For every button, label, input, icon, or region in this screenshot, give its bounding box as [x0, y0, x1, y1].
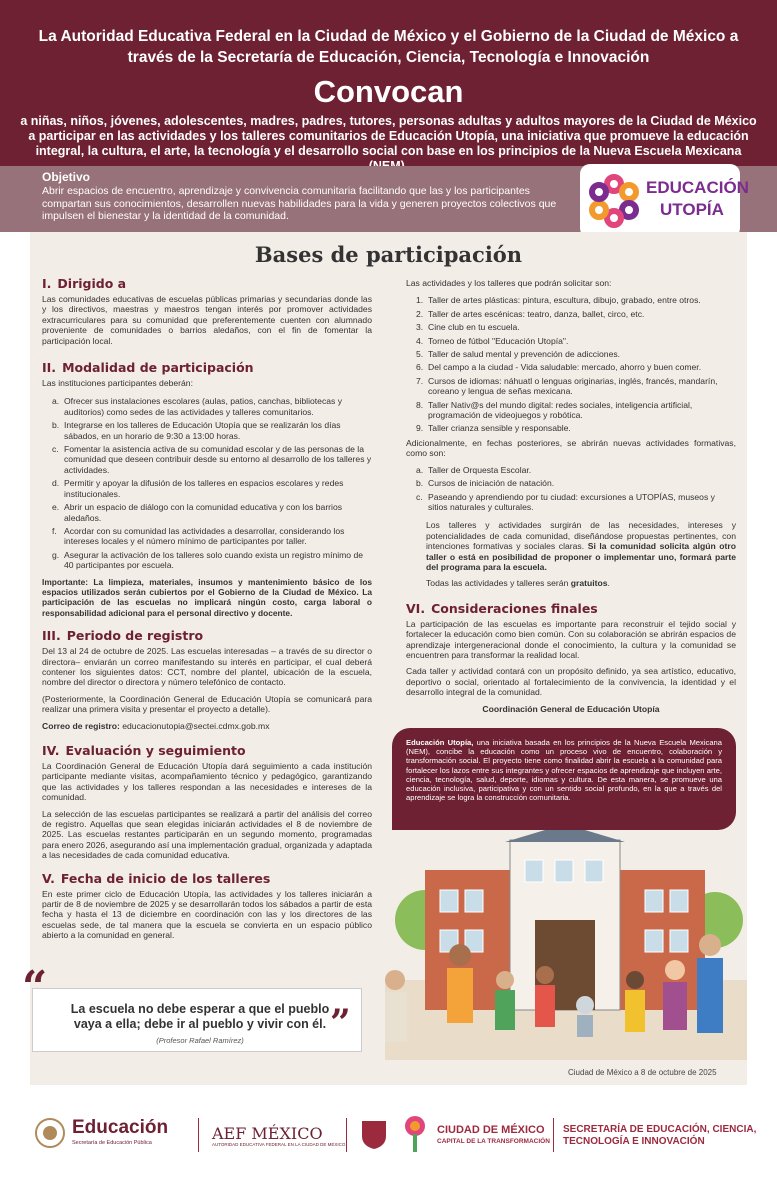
- list-item: d. Permitir y apoyar la difusión de los talleres en espacios escolares y redes institucionales.: [52, 478, 344, 499]
- header: [0, 0, 777, 166]
- list-item: 2. Taller de artes escénicas: teatro, danza, ballet, circo, etc.: [416, 308, 645, 319]
- section-4-text: La Coordinación General de Educación Utopía dará seguimiento a cada institución participante mediante visitas, acompañamiento técnico y pedagógico, garantizando que las actividades y los talleres respondan a las necesidades e intereses de la comunidad.: [42, 761, 372, 803]
- list-item: g. Asegurar la activación de los talleres solo cuando exista un registro mínimo de 40 participantes por escuela.: [52, 549, 364, 571]
- flower-logo-icon: [586, 173, 642, 229]
- section-6-text-2: Cada taller y actividad contará con un propósito definido, ya sea artístico, educativo, deportivo o social, orientado al fortalecimiento de la convivencia, la identidad y el desarrollo integral de la comunidad.: [406, 666, 736, 698]
- free-note: Todas las actividades y talleres serán gratuitos.: [426, 578, 610, 589]
- section-6-title: VI. Consideraciones finales: [406, 600, 598, 616]
- signature: Coordinación General de Educación Utopía: [482, 703, 660, 714]
- sep-seal-icon: [34, 1117, 66, 1149]
- open-quote-icon: “: [22, 962, 48, 1013]
- list-item: b. Cursos de iniciación de natación.: [416, 478, 555, 489]
- left-column: [42, 276, 372, 941]
- list-item: 1. Taller de artes plásticas: pintura, escultura, dibujo, grabado, entre otros.: [416, 295, 701, 306]
- logo-line1: EDUCACIÓN: [646, 178, 749, 197]
- cdmx-flower-icon: [397, 1112, 433, 1154]
- section-1-text: Las comunidades educativas de escuelas públicas primarias y secundarias donde las y los directivos, maestras y maestros tengan interés por promover actividades extracurriculares para su comunidad que preferentemente cuenten con alumnado proveniente de comunidades o barrios aledaños, con el fin de fomentar la participación local.: [42, 294, 372, 346]
- list-item: c. Fomentar la asistencia activa de su comunidad escolar y de las personas de la comunidad que deseen contribuir desde su entorno al desarrollo de los talleres y actividades.: [52, 444, 372, 475]
- list-item: 4. Torneo de fútbol "Educación Utopía".: [416, 335, 569, 346]
- activities-para: Los talleres y actividades surgirán de las necesidades, intereses y potencialidades de cada comunidad, diseñándose propuestas pertinentes, con intenciones formativas y sociales claras. Si la comunidad solicita algún otro taller o está en posibilidad de proponer o implementar uno, formará parte del programa para la escuela.: [426, 520, 737, 572]
- section-5-title: V. Fecha de inicio de los talleres: [42, 870, 271, 886]
- section-1-title: I. Dirigido a: [42, 276, 127, 291]
- later-activities-lead: Adicionalmente, en fechas posteriores, se abrirán nuevas actividades formativas, como son:: [406, 437, 736, 459]
- quote-text: La escuela no debe esperar a que el pueblo vaya a ella; debe ir al pueblo y vivir con él.: [70, 1002, 330, 1031]
- registration-email: Correo de registro: educacionutopia@sectei.cdmx.gob.mx: [42, 720, 270, 731]
- list-item: e. Abrir un espacio de diálogo con la comunidad educativa y con los barrios aledaños.: [52, 502, 343, 523]
- footer-secretaria: SECRETARÍA DE EDUCACIÓN, CIENCIA, TECNOLOGÍA E INNOVACIÓN: [563, 1124, 757, 1147]
- right-column: [406, 278, 736, 714]
- section-3-note: (Posteriormente, la Coordinación General de Educación Utopía se comunicará para realizar una primera visita y presentar el proyecto a detalle).: [42, 693, 372, 715]
- list-item: a. Ofrecer sus instalaciones escolares (aulas, patios, canchas, bibliotecas y auditorios) como sedes de las actividades y talleres comunitarios.: [52, 396, 343, 417]
- section-6-text: La participación de las escuelas es importante para reconstruir el tejido social y fortalecer la educación como bien común. Con su colaboración se abrirán espacios de aprendizaje intergeneracional donde el conocimiento, la cultura y la comunidad se encuentren para transformar la realidad local.: [406, 618, 736, 660]
- divider: [346, 1118, 347, 1152]
- important-note: Importante: La limpieza, materiales, insumos y mantenimiento básico de los espacios utilizados serán cubiertos por el Gobierno de la Ciudad de México. La participación de las escuelas no implicará ningún costo, carga laboral o responsabilidad adicional para el personal directivo y docente.: [42, 576, 372, 618]
- footer-educacion: Educación: [72, 1117, 169, 1138]
- later-activities-list: [416, 465, 736, 513]
- date-line: Ciudad de México a 8 de octubre de 2025: [568, 1068, 717, 1077]
- school-illustration: [385, 830, 747, 1060]
- section-3-text: Del 13 al 24 de octubre de 2025. Las escuelas interesadas – a través de su director o directora– enviarán un correo manifestando su interés en participar, el cual deberá contener los siguientes datos: CCT, nombre del plantel, ubicación de la escuela, nombre del director o directora y número telefónico de contacto.: [42, 646, 372, 688]
- education-utopia-box: Educación Utopía, una iniciativa basada en los principios de la Nueva Escuela Mexicana (NEM), concibe la educación como un proceso vivo de encuentro, colaboración y transformación social. El proyecto tiene como finalidad abrir la escuela a la comunidad para fortalecer los lazos entre sus integrantes y ofrecer espacios de aprendizaje que incluyen arte, ciencia, tecnología, salud, deporte, idiomas y cultura. De esta manera, se promueve una educación inclusiva, participativa y con un sentido social profundo, en la que a través del aprendizaje se logra la construcción comunitaria.: [392, 728, 736, 830]
- email-link[interactable]: educacionutopia@sectei.cdmx.gob.mx: [122, 720, 270, 731]
- section-2-list: [52, 396, 372, 570]
- divider: [553, 1118, 554, 1152]
- list-item: c. Paseando y aprendiendo por tu ciudad: excursiones a UTOPÍAS, museos y sitios naturales y culturales.: [416, 491, 715, 512]
- close-quote-icon: ”: [330, 1002, 351, 1044]
- list-item: b. Integrarse en los talleres de Educación Utopía que se realizarán los días sábados, en un horario de 9:30 a 13:00 horas.: [52, 420, 341, 441]
- logo-line2: UTOPÍA: [660, 200, 724, 219]
- cdmx-shield-icon: [358, 1118, 390, 1150]
- authority-text: La Autoridad Educativa Federal en la Ciudad de México y el Gobierno de la Ciudad de México a través de la Secretaría de Educación, Ciencia, Tecnología e Innovación: [38, 28, 739, 66]
- section-2-lead: Las instituciones participantes deberán:: [42, 378, 193, 389]
- list-item: 6. Del campo a la ciudad - Vida saludable: mercado, ahorro y buen comer.: [416, 362, 702, 373]
- section-2-title: II. Modalidad de participación: [42, 360, 254, 376]
- list-item: 5. Taller de salud mental y prevención de adicciones.: [416, 349, 621, 360]
- bases-title: Bases de participación: [254, 242, 523, 267]
- intro-text: a niñas, niños, jóvenes, adolescentes, madres, padres, tutores, personas adultas y adultos mayores de la Ciudad de México a participar en las actividades y los talleres comunitarios de Educación Utopía, una iniciativa que promueve la educación integral, la cultura, el arte, la tecnología y el desarrollo social con base en los principios de la Nueva Escuela Mexicana: [20, 114, 757, 158]
- list-item: 3. Cine club en tu escuela.: [416, 322, 520, 333]
- list-item: 8. Taller Nativ@s del mundo digital: redes sociales, inteligencia artificial, programación de videojuegos y robótica.: [416, 399, 693, 421]
- activities-lead: Las actividades y los talleres que podrán solicitar son:: [406, 278, 612, 288]
- list-item: 9. Taller crianza sensible y responsable.: [416, 423, 571, 434]
- footer-aef-sub: AUTORIDAD EDUCATIVA FEDERAL EN LA CIUDAD DE MÉXICO: [212, 1142, 346, 1147]
- footer-aef: AEF MÉXICO: [212, 1124, 323, 1143]
- section-4-title: IV. Evaluación y seguimiento: [42, 743, 246, 758]
- convocan-title: Convocan: [313, 74, 464, 109]
- objective-text: Abrir espacios de encuentro, aprendizaje y convivencia comunitaria facilitando que las y los participantes compartan sus conocimientos, desarrollen nuevas habilidades para la vida y generen proyectos colectivos que impulsen el bienestar y la identidad de la comunidad.: [42, 185, 557, 222]
- list-item: f. Acordar con su comunidad las actividades a desarrollar, considerando los intereses locales y el número mínimo de participantes por taller.: [52, 525, 345, 547]
- divider: [198, 1118, 199, 1152]
- footer-cdmx: CIUDAD DE MÉXICO: [437, 1124, 545, 1136]
- objective-title: Objetivo: [42, 170, 91, 184]
- footer-cdmx-sub: CAPITAL DE LA TRANSFORMACIÓN: [437, 1138, 550, 1145]
- section-3-title: III. Periodo de registro: [42, 628, 204, 644]
- list-item: a. Taller de Orquesta Escolar.: [416, 464, 532, 475]
- list-item: 7. Cursos de idiomas: náhuatl o lenguas originarias, inglés, francés, mandarín, coreano y lengua de señas mexicana.: [416, 375, 718, 397]
- footer-educacion-sub: Secretaría de Educación Pública: [72, 1140, 152, 1146]
- activities-list: [416, 295, 736, 433]
- educacion-utopia-logo: [580, 164, 749, 238]
- section-5-text: En este primer ciclo de Educación Utopía, las actividades y los talleres iniciarán a partir de 8 de noviembre de 2025 y se desarrollarán todos los sábados a partir de esta fecha y hasta el 13 de diciembre en coordinación con las y los directores de las escuelas sede, de tal manera que la escuela se convierta en un espacio público abierto a la comunidad en general.: [42, 888, 372, 941]
- quote-author: (Profesor Rafael Ramírez): [156, 1036, 244, 1045]
- section-4-text-2: La selección de las escuelas participantes se realizará a partir del análisis del correo de registro. Aquellas que sean elegidas iniciarán actividades el 8 de noviembre de 2025. Las escuelas restantes participarán en un segundo momento, programadas para enero 2026, asegurando así una implementación gradual, organizada y adaptada a las necesidades de cada comunidad educativa.: [42, 808, 372, 861]
